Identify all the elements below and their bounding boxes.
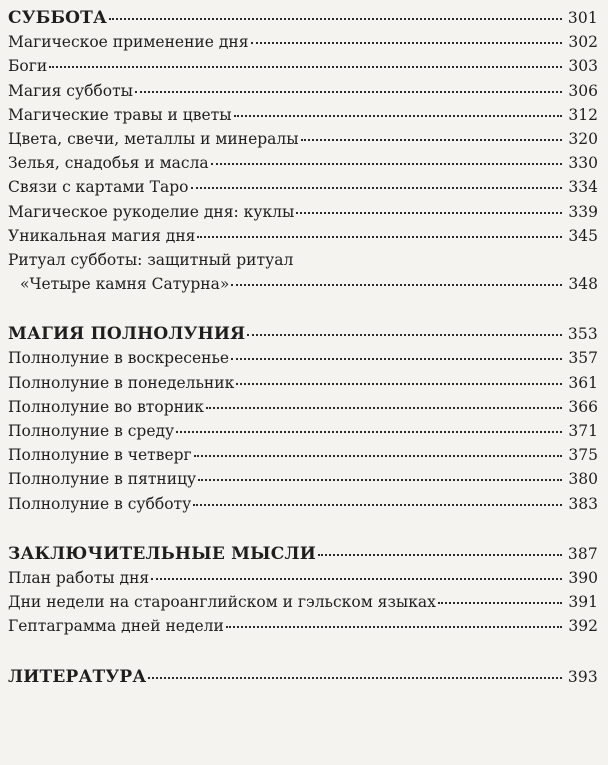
page-number: 320 bbox=[568, 129, 598, 148]
dot-leader bbox=[206, 406, 562, 409]
page-number: 391 bbox=[568, 593, 598, 612]
toc-section bbox=[8, 322, 598, 516]
entry-title: Полнолуние в среду bbox=[8, 422, 175, 440]
dot-leader bbox=[49, 65, 562, 68]
entry-title: Связи с картами Таро bbox=[8, 178, 189, 197]
page-number: 375 bbox=[568, 446, 598, 465]
entry-title: Дни недели на староанглийском и гэльском языках bbox=[8, 593, 436, 612]
section-title: ЗАКЛЮЧИТЕЛЬНЫЕ МЫСЛИ bbox=[8, 543, 316, 564]
section-title: ЛИТЕРАТУРА bbox=[8, 666, 147, 687]
entry-title: Полнолуние в субботу bbox=[8, 494, 192, 513]
section-title: МАГИЯ ПОЛНОЛУНИЯ bbox=[8, 324, 246, 345]
dot-leader bbox=[318, 553, 562, 556]
entry-title: Магические травы и цветы bbox=[8, 105, 232, 124]
toc-entry[interactable] bbox=[8, 590, 598, 614]
entry-title: Зелья, снадобья и масла bbox=[8, 154, 209, 173]
dot-leader bbox=[191, 186, 563, 189]
entry-title: Магическое применение дня bbox=[8, 33, 249, 52]
page-number: 371 bbox=[568, 422, 598, 440]
toc-entry[interactable] bbox=[8, 127, 598, 151]
toc-entry[interactable] bbox=[8, 79, 598, 103]
page-number: 303 bbox=[568, 57, 598, 76]
entry-title: Цвета, свечи, металлы и минералы bbox=[8, 129, 299, 148]
entry-title: Уникальная магия дня bbox=[8, 226, 196, 245]
dot-leader bbox=[251, 41, 562, 44]
entry-title: Магия субботы bbox=[8, 81, 133, 100]
toc-entry-continuation[interactable] bbox=[8, 272, 598, 296]
page-number: 330 bbox=[568, 154, 598, 173]
page-number: 348 bbox=[568, 275, 598, 294]
dot-leader bbox=[231, 283, 562, 286]
entry-title-continuation: «Четыре камня Сатурна» bbox=[20, 275, 230, 294]
dot-leader bbox=[197, 235, 562, 238]
toc-entry[interactable] bbox=[8, 614, 598, 638]
page-number: 387 bbox=[567, 544, 598, 563]
dot-leader bbox=[247, 333, 562, 336]
entry-title: Полнолуние во вторник bbox=[8, 397, 204, 416]
toc-entry[interactable] bbox=[8, 54, 598, 78]
dot-leader bbox=[109, 17, 562, 20]
dot-leader bbox=[231, 357, 562, 360]
page-number: 302 bbox=[568, 33, 598, 52]
toc-section bbox=[8, 542, 598, 639]
entry-title: Полнолуние в четверг bbox=[8, 446, 192, 465]
toc-entry[interactable] bbox=[8, 395, 598, 419]
section-title: СУББОТА bbox=[8, 8, 108, 28]
dot-leader bbox=[151, 577, 562, 580]
dot-leader bbox=[226, 625, 562, 628]
toc-entry[interactable] bbox=[8, 371, 598, 395]
dot-leader bbox=[234, 114, 562, 117]
page-number: 339 bbox=[568, 202, 598, 221]
toc-entry-first-line[interactable] bbox=[8, 248, 598, 272]
toc-entry[interactable] bbox=[8, 224, 598, 248]
toc-section-heading[interactable] bbox=[8, 665, 598, 689]
toc-section-heading[interactable] bbox=[8, 322, 598, 346]
dot-leader bbox=[193, 503, 562, 506]
dot-leader bbox=[296, 211, 562, 214]
toc-entry[interactable] bbox=[8, 467, 598, 491]
toc-entry[interactable] bbox=[8, 30, 598, 54]
page-number: 357 bbox=[568, 349, 598, 368]
table-of-contents bbox=[8, 6, 598, 715]
toc-entry[interactable] bbox=[8, 103, 598, 127]
toc-entry[interactable] bbox=[8, 566, 598, 590]
toc-entry[interactable] bbox=[8, 151, 598, 175]
toc-entry[interactable] bbox=[8, 346, 598, 370]
page-number: 334 bbox=[568, 178, 598, 197]
toc-entry[interactable] bbox=[8, 419, 598, 443]
page-number: 390 bbox=[568, 568, 598, 587]
toc-entry[interactable] bbox=[8, 443, 598, 467]
page-number: 306 bbox=[568, 81, 598, 100]
page-number: 393 bbox=[567, 667, 598, 686]
entry-title: Полнолуние в воскресенье bbox=[8, 349, 230, 368]
entry-title: Полнолуние в понедельник bbox=[8, 373, 235, 392]
dot-leader bbox=[301, 138, 562, 141]
page-number: 301 bbox=[567, 9, 598, 27]
toc-section bbox=[8, 665, 598, 689]
page-number: 312 bbox=[568, 105, 598, 124]
entry-title: План работы дня bbox=[8, 568, 150, 587]
dot-leader bbox=[135, 90, 562, 93]
dot-leader bbox=[176, 430, 562, 433]
page-number: 380 bbox=[568, 470, 598, 489]
page-number: 392 bbox=[568, 617, 598, 636]
toc-entry[interactable] bbox=[8, 200, 598, 224]
toc-section-heading[interactable] bbox=[8, 6, 598, 30]
toc-entry[interactable] bbox=[8, 492, 598, 516]
toc-section bbox=[8, 6, 598, 296]
entry-title: Полнолуние в пятницу bbox=[8, 470, 197, 489]
entry-title: Гептаграмма дней недели bbox=[8, 617, 224, 636]
page-number: 361 bbox=[568, 373, 598, 392]
dot-leader bbox=[148, 676, 562, 679]
entry-title: Боги bbox=[8, 57, 48, 76]
entry-title: Ритуал субботы: защитный ритуал bbox=[8, 250, 294, 269]
dot-leader bbox=[438, 601, 562, 604]
dot-leader bbox=[211, 162, 562, 165]
page-number: 353 bbox=[567, 325, 598, 344]
page-number: 345 bbox=[568, 226, 598, 245]
toc-section-heading[interactable] bbox=[8, 542, 598, 566]
dot-leader bbox=[198, 478, 562, 481]
page-number: 383 bbox=[568, 494, 598, 513]
page-number: 366 bbox=[568, 397, 598, 416]
toc-entry[interactable] bbox=[8, 175, 598, 199]
entry-title: Магическое рукоделие дня: куклы bbox=[8, 202, 295, 221]
dot-leader bbox=[236, 382, 562, 385]
dot-leader bbox=[194, 454, 562, 457]
